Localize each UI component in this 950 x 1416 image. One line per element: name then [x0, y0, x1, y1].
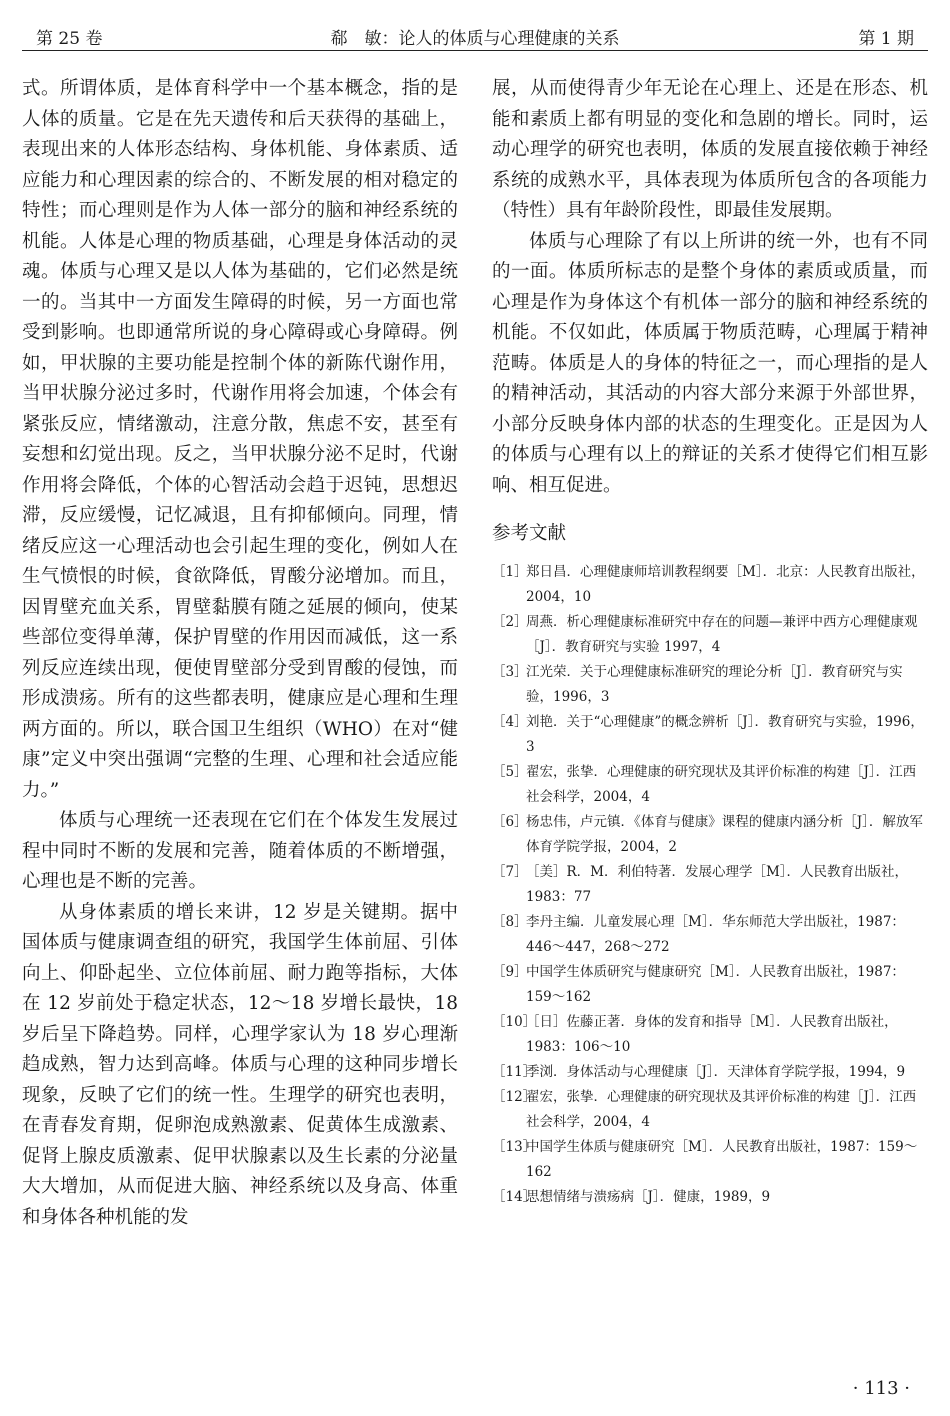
- reference-item: [492, 560, 928, 610]
- reference-item: [492, 660, 928, 710]
- reference-item: [492, 810, 928, 860]
- reference-number: ［6］: [492, 813, 528, 830]
- reference-text: 杨忠伟，卢元镇．《体育与健康》课程的健康内涵分析［J］．解放军体育学院学报，2004，2: [526, 813, 923, 855]
- body-paragraph: 展，从而使得青少年无论在心理上、还是在形态、机能和素质上都有明显的变化和急剧的增长。同时，运动心理学的研究也表明，体质的发展直接依赖于神经系统的成熟水平，具体表现为体质所包含的各项能力（特性）具有年龄阶段性，即最佳发展期。: [492, 78, 928, 221]
- right-column: [492, 74, 928, 1210]
- reference-item: [492, 1135, 928, 1185]
- reference-text: 郑日昌．心理健康师培训教程纲要［M］．北京：人民教育出版社，2004，10: [526, 563, 925, 605]
- reference-text: 李丹主编．儿童发展心理［M］．华东师范大学出版社，1987：446～447，268～272: [526, 913, 905, 955]
- reference-item: [492, 960, 928, 1010]
- reference-number: ［10］: [492, 1013, 537, 1030]
- reference-item: [492, 1085, 928, 1135]
- reference-item: [492, 710, 928, 760]
- reference-item: [492, 1010, 928, 1060]
- reference-text: 思想情绪与溃疡病［J］．健康，1989，9: [526, 1188, 771, 1205]
- reference-number: ［14］: [492, 1188, 537, 1205]
- reference-item: [492, 760, 928, 810]
- reference-text: ［日］佐藤正著．身体的发育和指导［M］．人民教育出版社，1983：106～10: [526, 1013, 898, 1055]
- reference-text: 季浏．身体活动与心理健康［J］．天津体育学院学报，1994，9: [526, 1063, 906, 1080]
- reference-number: ［5］: [492, 763, 528, 780]
- journal-volume: 第 25 卷: [36, 29, 103, 49]
- reference-text: ［美］R．M．利伯特著．发展心理学［M］．人民教育出版社，1983：77: [526, 863, 909, 905]
- reference-text: 翟宏，张挚．心理健康的研究现状及其评价标准的构建［J］．江西社会科学，2004，4: [526, 1088, 917, 1130]
- references-list: [492, 560, 928, 1210]
- reference-number: ［1］: [492, 563, 528, 580]
- body-paragraph: 式。所谓体质，是体育科学中一个基本概念，指的是人体的质量。它是在先天遗传和后天获得的基础上，表现出来的人体形态结构、身体机能、身体素质、适应能力和心理因素的综合的、不断发展的相对稳定的特性；而心理则是作为人体一部分的脑和神经系统的机能。人体是心理的物质基础，心理是身体活动的灵魂。体质与心理又是以人体为基础的，它们必然是统一的。当其中一方面发生障碍的时候，另一方面也常受到影响。也即通常所说的身心障碍或心身障碍。例如，甲状腺的主要功能是控制个体的新陈代谢作用，当甲状腺分泌过多时，代谢作用将会加速，个体会有紧张反应，情绪激动，注意分散，焦虑不安，甚至有妄想和幻觉出现。反之，当甲状腺分泌不足时，代谢作用将会降低，个体的心智活动会趋于迟钝，思想迟滞，反应缓慢，记忆减退，且有抑郁倾向。同理，情绪反应这一心理活动也会引起生理的变化，例如人在生气愤恨的时候，食欲降低，胃酸分泌增加。而且，因胃壁充血关系，胃壁黏膜有随之延展的倾向，使某些部位变得单薄，保护胃壁的作用因而减低，这一系列反应连续出现，便使胃壁部分受到胃酸的侵蚀，而形成溃疡。所有的这些都表明，健康应是心理和生理两方面的。所以，联合国卫生组织（WHO）在对“健康”定义中突出强调“完整的生理、心理和社会适应能力。”: [22, 78, 458, 801]
- reference-text: 周燕．析心理健康标准研究中存在的问题—兼评中西方心理健康观［J］．教育研究与实验 1997，4: [526, 613, 918, 655]
- reference-item: [492, 610, 928, 660]
- reference-number: ［13］: [492, 1138, 537, 1155]
- reference-text: 中国学生体质研究与健康研究［M］．人民教育出版社，1987：159～162: [526, 963, 905, 1005]
- body-paragraph: 从身体素质的增长来讲，12 岁是关键期。据中国体质与健康调查组的研究，我国学生体前屈、引体向上、仰卧起坐、立位体前屈、耐力跑等指标，大体在 12 岁前处于稳定状态，12～18 岁增长最快，18 岁后呈下降趋势。同样，心理学家认为 18 岁心理渐趋成熟，智力达到高峰。体质与心理的这种同步增长现象，反映了它们的统一性。生理学的研究也表明，在青春发育期，促卵泡成熟激素、促黄体生成激素、促肾上腺皮质激素、促甲状腺素以及生长素的分泌量大大增加，从而促进大脑、神经系统以及身高、体重和身体各种机能的发: [22, 901, 458, 1228]
- reference-number: ［8］: [492, 913, 528, 930]
- reference-text: 中国学生体质与健康研究［M］．人民教育出版社，1987：159～162: [526, 1138, 918, 1180]
- running-header: [22, 20, 928, 51]
- reference-number: ［3］: [492, 663, 528, 680]
- reference-number: ［9］: [492, 963, 528, 980]
- article-running-title: 郗 敏：论人的体质与心理健康的关系: [330, 29, 620, 49]
- reference-number: ［2］: [492, 613, 528, 630]
- reference-item: [492, 910, 928, 960]
- reference-number: ［12］: [492, 1088, 537, 1105]
- body-paragraph: 体质与心理除了有以上所讲的统一外，也有不同的一面。体质所标志的是整个身体的素质或质量，而心理是作为身体这个有机体一部分的脑和神经系统的机能。不仅如此，体质属于物质范畴，心理属于精神范畴。体质是人的身体的特征之一，而心理指的是人的精神活动，其活动的内容大部分来源于外部世界，小部分反映身体内部的状态的生理变化。正是因为人的体质与心理有以上的辩证的关系才使得它们相互影响、相互促进。: [492, 230, 928, 496]
- left-column: [22, 74, 458, 1233]
- reference-item: [492, 860, 928, 910]
- body-paragraph: 体质与心理统一还表现在它们在个体发生发展过程中同时不断的发展和完善，随着体质的不断增强，心理也是不断的完善。: [22, 810, 458, 892]
- reference-number: ［11］: [492, 1063, 537, 1080]
- journal-issue: 第 1 期: [858, 29, 914, 49]
- reference-number: ［7］: [492, 863, 528, 880]
- reference-text: 刘艳．关于“心理健康”的概念辨析［J］．教育研究与实验，1996，3: [526, 713, 924, 755]
- reference-item: [492, 1060, 928, 1085]
- page-number: · 113 ·: [852, 1378, 910, 1399]
- reference-number: ［4］: [492, 713, 528, 730]
- reference-text: 江光荣．关于心理健康标准研究的理论分析［J］．教育研究与实验，1996，3: [526, 663, 903, 705]
- references-heading: 参考文献: [492, 523, 567, 544]
- reference-item: [492, 1185, 928, 1210]
- reference-text: 翟宏，张挚．心理健康的研究现状及其评价标准的构建［J］．江西社会科学，2004，4: [526, 763, 917, 805]
